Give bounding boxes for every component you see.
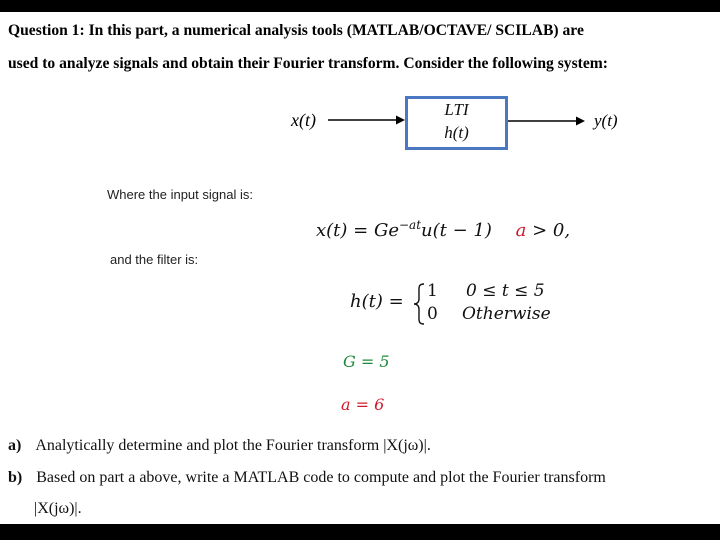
lti-system-box bbox=[405, 96, 508, 150]
case-2-value: 0 bbox=[427, 304, 438, 324]
item-b bbox=[8, 469, 606, 487]
question-line-1: Question 1: In this part, a numerical analysis tools (MATLAB/OCTAVE/ SCILAB) are bbox=[8, 22, 584, 39]
input-eq-exponent: −at bbox=[399, 218, 422, 232]
input-eq-condition-var: a bbox=[515, 220, 527, 241]
case-1-value: 1 bbox=[427, 281, 438, 301]
input-eq-lhs: x(t) = Ge bbox=[316, 220, 399, 241]
input-signal-note: Where the input signal is: bbox=[107, 187, 253, 202]
parameter-a: a = 6 bbox=[341, 395, 385, 414]
top-border-bar bbox=[0, 0, 720, 12]
input-eq-step: u(t − 1) bbox=[421, 220, 492, 241]
item-a bbox=[8, 437, 431, 455]
item-a-text: Analytically determine and plot the Fourier transform |X(jω)|. bbox=[35, 437, 431, 454]
input-signal-equation bbox=[316, 218, 570, 241]
item-b-continuation: |X(jω)|. bbox=[34, 500, 82, 517]
lti-label: LTI bbox=[444, 100, 469, 119]
parameter-g: G = 5 bbox=[343, 352, 390, 371]
piecewise-brace bbox=[412, 282, 426, 326]
output-signal-label: y(t) bbox=[594, 111, 618, 130]
filter-note: and the filter is: bbox=[110, 252, 199, 267]
case-2-condition: Otherwise bbox=[462, 304, 551, 324]
item-a-label: a) bbox=[8, 437, 22, 454]
impulse-response-label: h(t) bbox=[444, 123, 469, 142]
case-1-condition: 0 ≤ t ≤ 5 bbox=[466, 281, 545, 301]
input-signal-label: x(t) bbox=[291, 110, 316, 130]
item-b-label: b) bbox=[8, 469, 23, 486]
question-line-2: used to analyze signals and obtain their Fourier transform. Consider the following system: bbox=[8, 55, 608, 72]
input-arrow bbox=[328, 112, 406, 128]
bottom-border-bar bbox=[0, 524, 720, 540]
item-b-text: Based on part a above, write a MATLAB code to compute and plot the Fourier transform bbox=[36, 469, 606, 486]
output-arrow bbox=[508, 113, 586, 129]
input-eq-condition: > 0, bbox=[532, 220, 571, 241]
filter-eq-lhs: h(t) = bbox=[350, 291, 404, 312]
